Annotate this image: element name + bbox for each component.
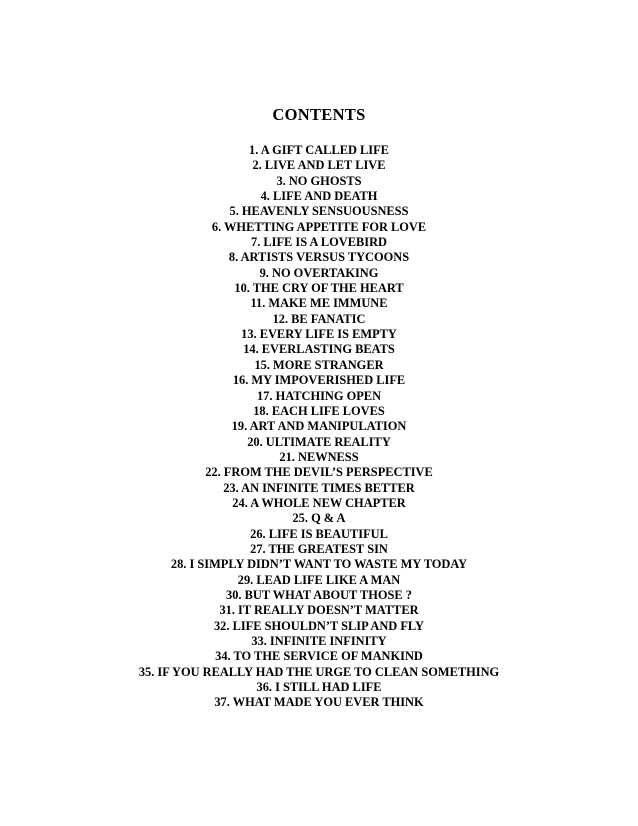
toc-entry: 7. LIFE IS A LOVEBIRD	[251, 235, 387, 250]
toc-entry: 8. ARTISTS VERSUS TYCOONS	[228, 250, 410, 265]
toc-entry: 28. I SIMPLY DIDN’T WANT TO WASTE MY TODAY	[170, 557, 468, 572]
page-title: CONTENTS	[272, 105, 366, 124]
toc-entry: 4. LIFE AND DEATH	[260, 189, 378, 204]
toc-entry: 29. LEAD LIFE LIKE A MAN	[237, 572, 401, 587]
toc-entry: 22. FROM THE DEVIL’S PERSPECTIVE	[205, 465, 433, 480]
toc-entry: 32. LIFE SHOULDN’T SLIP AND FLY	[213, 618, 424, 633]
toc-entry: 15. MORE STRANGER	[254, 357, 384, 372]
toc-entry: 12. BE FANATIC	[272, 311, 366, 326]
toc-entry: 24. A WHOLE NEW CHAPTER	[232, 495, 406, 510]
toc-entry: 26. LIFE IS BEAUTIFUL	[250, 526, 388, 541]
toc-entry: 9. NO OVERTAKING	[259, 265, 379, 280]
toc-entry: 37. WHAT MADE YOU EVER THINK	[214, 695, 424, 710]
toc-entry: 16. MY IMPOVERISHED LIFE	[232, 373, 406, 388]
toc-entry: 14. EVERLASTING BEATS	[243, 342, 395, 357]
toc-entry: 25. Q & A	[292, 511, 346, 526]
toc-entry: 21. NEWNESS	[279, 449, 359, 464]
toc-entry: 34. TO THE SERVICE OF MANKIND	[215, 649, 423, 664]
toc-entry: 17. HATCHING OPEN	[256, 388, 382, 403]
table-of-contents	[0, 143, 638, 711]
toc-entry: 11. MAKE ME IMMUNE	[250, 296, 388, 311]
toc-entry: 5. HEAVENLY SENSUOUSNESS	[229, 204, 409, 219]
toc-entry: 18. EACH LIFE LOVES	[253, 403, 385, 418]
toc-entry: 6. WHETTING APPETITE FOR LOVE	[211, 219, 427, 234]
toc-entry: 33. INFINITE INFINITY	[251, 634, 387, 648]
toc-entry: 23. AN INFINITE TIMES BETTER	[223, 480, 415, 495]
toc-entry: 35. IF YOU REALLY HAD THE URGE TO CLEAN SOMETHING	[138, 664, 500, 679]
toc-entry: 31. IT REALLY DOESN’T MATTER	[219, 603, 419, 618]
toc-entry: 10. THE CRY OF THE HEART	[234, 281, 404, 296]
toc-entry: 2. LIVE AND LET LIVE	[252, 158, 386, 173]
toc-entry: 20. ULTIMATE REALITY	[247, 434, 391, 449]
toc-entry: 36. I STILL HAD LIFE	[256, 680, 382, 695]
toc-entry: 30. BUT WHAT ABOUT THOSE ?	[226, 587, 412, 602]
toc-entry: 3. NO GHOSTS	[276, 173, 362, 188]
toc-entry: 19. ART AND MANIPULATION	[231, 419, 407, 434]
toc-entry: 1. A GIFT CALLED LIFE	[249, 143, 389, 157]
toc-entry: 13. EVERY LIFE IS EMPTY	[241, 327, 397, 342]
toc-entry: 27. THE GREATEST SIN	[250, 541, 388, 556]
